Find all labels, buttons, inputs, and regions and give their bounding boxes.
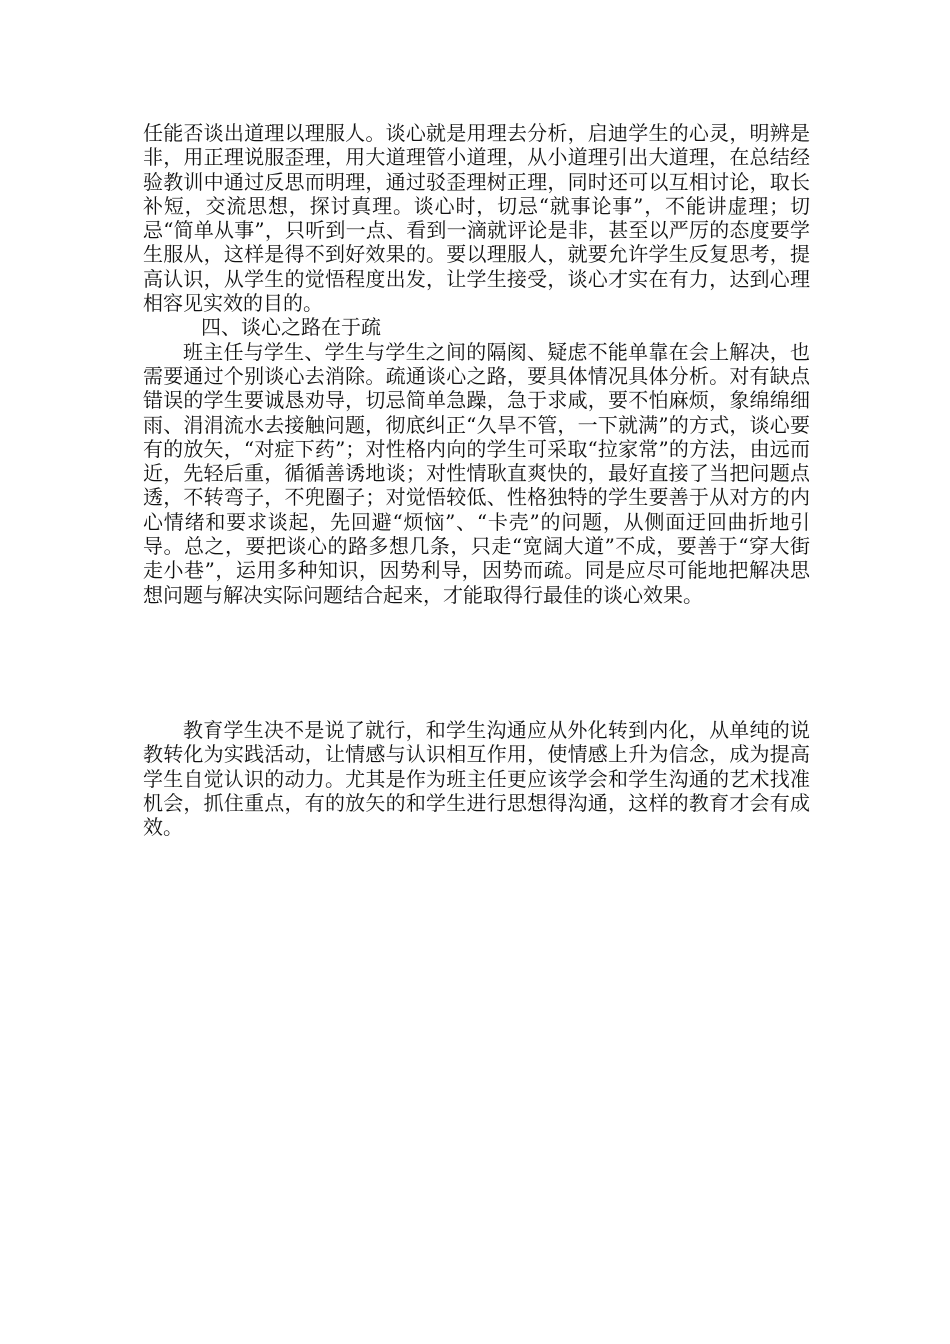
section-paragraph: 班主任与学生、学生与学生之间的隔阂、疑虑不能单靠在会上解决，也需要通过个别谈心去消除。疏通谈心之路，要具体情况具体分析。对有缺点错误的学生要诚恳劝导，切忌简单急躁，急于求咸，要不怕麻烦，象绵绵细雨、涓涓流水去接触问题，彻底纠正“久旱不管，一下就满”的方式，谈心要有的放矢，“对症下药”；对性格内向的学生可采取“拉家常”的方法，由远而近，先轻后重，循循善诱地谈；对性情耿直爽快的，最好直接了当把问题点透，不转弯子，不兜圈子；对觉悟较低、性格独特的学生要善于从对方的内心情绪和要求谈起，先回避“烦恼”、“卡壳”的问题，从侧面迂回曲折地引导。总之，要把谈心的路多想几条，只走“宽阔大道”不成，要善于“穿大街走小巷”，运用多种知识，因势利导，因势而疏。同是应尽可能地把解决思想问题与解决实际问题结合起来，才能取得行最佳的谈心效果。: [143, 339, 810, 607]
continuation-paragraph: 任能否谈出道理以理服人。谈心就是用理去分析，启迪学生的心灵，明辨是非，用正理说服歪理，用大道理管小道理，从小道理引出大道理，在总结经验教训中通过反思而明理，通过驳歪理树正理，同时还可以互相讨论，取长补短，交流思想，探讨真理。谈心时，切忌“就事论事”，不能讲虚理；切忌“简单从事”，只听到一点、看到一滴就评论是非，甚至以严厉的态度要学生服从，这样是得不到好效果的。要以理服人，就要允许学生反复思考，提高认识，从学生的觉悟程度出发，让学生接受，谈心才实在有力，达到心理相容见实效的目的。: [143, 121, 810, 316]
conclusion-text-block: [143, 718, 810, 839]
conclusion-paragraph: 教育学生决不是说了就行，和学生沟通应从外化转到内化，从单纯的说教转化为实践活动，让情感与认识相互作用，使情感上升为信念，成为提高学生自觉认识的动力。尤其是作为班主任更应该学会和学生沟通的艺术找准机会，抓住重点，有的放矢的和学生进行思想得沟通，这样的教育才会有成效。: [143, 718, 810, 840]
section-heading: 四、谈心之路在于疏: [201, 315, 381, 340]
main-text-block: [143, 121, 810, 607]
